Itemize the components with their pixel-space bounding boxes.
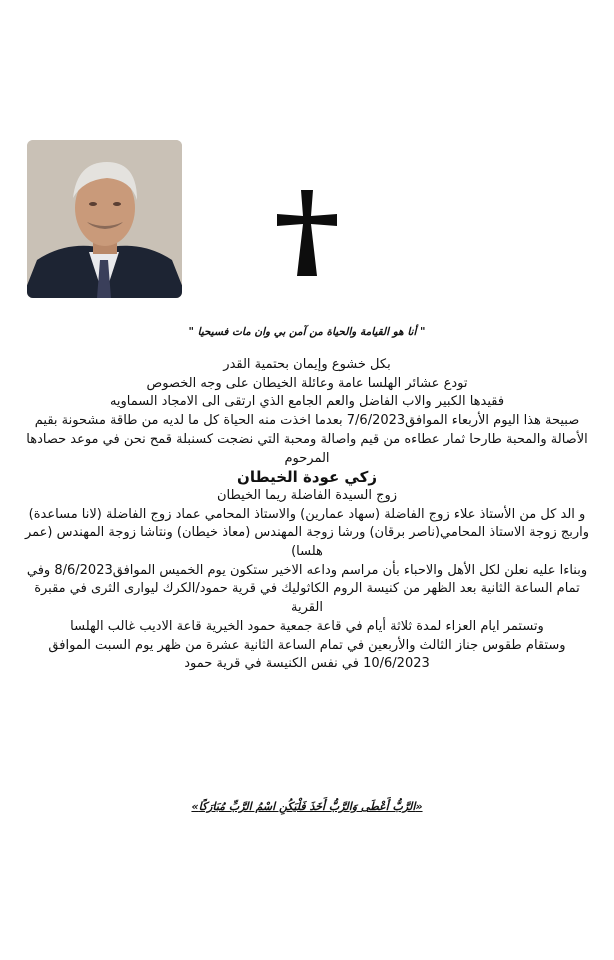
notice-line: تودع عشائر الهلسا عامة وعائلة الخيطان على وجه الخصوص <box>146 375 468 391</box>
cross-icon <box>271 190 343 280</box>
closing-verse: «الرَّبُّ أَعْطَى وَالرَّبُّ أَخَذَ فَلْيَكُنِ اسْمُ الرَّبِّ مُبَارَكًا» <box>191 800 423 813</box>
obituary-body <box>18 356 596 674</box>
portrait-photo <box>27 140 182 298</box>
family-line: وتستمر ايام العزاء لمدة ثلاثة أيام في قاعة جمعية حمود الخيرية قاعة الاديب غالب الهلسا <box>70 618 544 634</box>
notice-line: فقيدها الكبير والاب الفاضل والعم الجامع الذي ارتقى الى الامجاد السماويه <box>109 394 505 410</box>
family-line: و الد كل من الأستاذ علاء زوج الفاضلة (سهاد عمارين) والاستاذ المحامي عماد زوج الفاضلة (لانا مساعدة) <box>28 506 586 522</box>
notice-line: بكل خشوع وإيمان بحتمية القدر <box>223 357 391 372</box>
deceased-name: زكي عودة الخيطان <box>237 468 377 487</box>
family-line: وبناءا عليه نعلن لكل الأهل والاحباء بأن مراسم وداعه الاخير ستكون يوم الخميس الموافق8/6/2023 وفي تمام الساعة الثانية بعد الظهر من كنيسة الروم الكاثوليك في قرية حمود/الكرك ليوارى الثرى في مقبرة القرية <box>26 562 588 616</box>
notice-line: المرحوم <box>284 450 330 466</box>
bible-verse: " أنا هو القيامة والحياة من آمن بي وان مات فسيحيا " <box>188 326 426 338</box>
family-line: زوج السيدة الفاضلة ريما الخيطان <box>216 487 398 503</box>
family-line: واربج زوجة الاستاذ المحامي(ناصر برقان) ورشا زوجة المهندس (معاذ خيطان) ونتاشا زوجة المهندس (عمر هلسا) <box>24 525 590 560</box>
family-line: وستقام طقوس جناز الثالث والأربعين في تمام الساعة الثانية عشرة من ظهر يوم السبت الموافق 10/6/2023 في نفس الكنيسة في قرية حمود <box>48 637 566 672</box>
notice-line: صبيحة هذا اليوم الأربعاء الموافق7/6/2023 بعدما اخذت منه الحياة كل ما لديه من طاقة مشحونة بقيم الأصالة والمحبة طارحا ثمار عطاءه من قيم واصالة ومحبة التي نضجت كسنبلة قمح نحن في موعد حصادها <box>26 413 588 447</box>
